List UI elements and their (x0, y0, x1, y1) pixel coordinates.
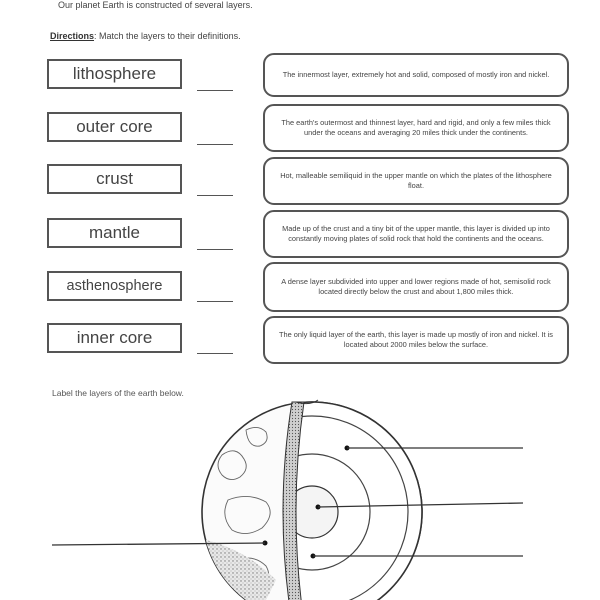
definition-5: A dense layer subdivided into upper and lower regions made of hot, semisolid rock located directly below the crust and about 1,800 miles thick. (263, 262, 569, 312)
term-lithosphere: lithosphere (47, 59, 182, 89)
definition-4: Made up of the crust and a tiny bit of the upper mantle, this layer is divided up into constantly moving plates of solid rock that hold the continents and the oceans. (263, 210, 569, 258)
directions-lead: Directions (50, 31, 95, 41)
term-inner-core: inner core (47, 323, 182, 353)
definition-3: Hot, malleable semiliquid in the upper mantle on which the plates of the lithosphere float. (263, 157, 569, 205)
definition-2: The earth's outermost and thinnest layer, hard and rigid, and only a few miles thick under the oceans and averaging 20 miles thick under the continents. (263, 104, 569, 152)
diagram-prompt: Label the layers of the earth below. (52, 388, 184, 398)
term-crust: crust (47, 164, 182, 194)
term-asthenosphere: asthenosphere (47, 271, 182, 301)
intro-text: Our planet Earth is constructed of several layers. (58, 0, 253, 10)
definition-1: The innermost layer, extremely hot and solid, composed of mostly iron and nickel. (263, 53, 569, 97)
term-mantle: mantle (47, 218, 182, 248)
term-outer-core: outer core (47, 112, 182, 142)
directions-text: : Match the layers to their definitions. (94, 31, 241, 41)
definition-6: The only liquid layer of the earth, this layer is made up mostly of iron and nickel. It is located about 2000 miles below the surface. (263, 316, 569, 364)
